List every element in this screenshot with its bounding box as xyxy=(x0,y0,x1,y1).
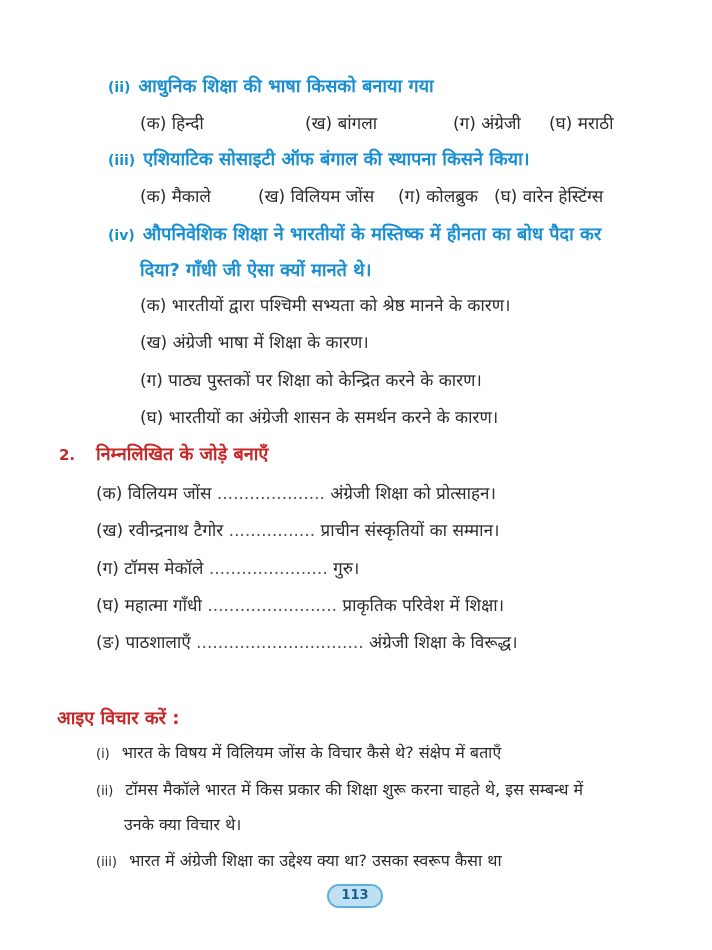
question-text: एशियाटिक सोसाइटी ऑफ बंगाल की स्थापना किसने किया। xyxy=(143,149,530,170)
option: (ग) अंग्रेजी xyxy=(453,114,521,134)
section-number: 2. xyxy=(59,446,76,464)
page-number-badge: 113 xyxy=(327,884,383,908)
option: (घ) भारतीयों का अंग्रेजी शासन के समर्थन करने के कारण। xyxy=(140,408,499,428)
match-right: प्राकृतिक परिवेश में शिक्षा। xyxy=(342,596,505,616)
match-right: अंग्रेजी शिक्षा को प्रोत्साहन। xyxy=(330,484,496,504)
match-right: प्राचीन संस्कृतियों का सम्मान। xyxy=(320,521,500,541)
option: (क) मैकाले xyxy=(140,187,211,207)
option: (ख) विलियम जोंस xyxy=(258,187,375,207)
option: (क) भारतीयों द्वारा पश्चिमी सभ्यता को श्रेष्ठ मानने के कारण। xyxy=(140,296,511,316)
question-text: टॉमस मैकॉले भारत में किस प्रकार की शिक्षा शुरू करना चाहते थे, इस सम्बन्ध में xyxy=(125,780,584,799)
question-number: (i) xyxy=(96,747,110,762)
match-left: (ङ) पाठशालाएँ xyxy=(96,633,191,653)
question-text: भारत में अंग्रेजी शिक्षा का उद्देश्य क्या था? उसका स्वरूप कैसा था xyxy=(128,851,502,870)
match-dots: ............................... xyxy=(196,633,364,653)
option: (ग) पाठ्य पुस्तकों पर शिक्षा को केन्द्रित करने के कारण। xyxy=(140,371,482,391)
think-question xyxy=(96,741,501,763)
question-iv xyxy=(108,222,601,246)
option: (ख) बांगला xyxy=(305,114,378,134)
match-row xyxy=(96,481,496,504)
match-left: (क) विलियम जोंस xyxy=(96,484,212,504)
question-iii xyxy=(108,147,530,171)
match-row xyxy=(96,593,504,616)
option: (घ) मराठी xyxy=(549,114,614,134)
match-right: गुरु। xyxy=(333,559,360,579)
option: (क) हिन्दी xyxy=(140,114,204,134)
match-left: (ख) रवीन्द्रनाथ टैगोर xyxy=(96,521,224,541)
match-right: अंग्रेजी शिक्षा के विरूद्ध। xyxy=(369,633,518,653)
option: (घ) वारेन हेस्टिंग्स xyxy=(494,187,604,207)
match-dots: ...................... xyxy=(208,559,328,579)
match-left: (घ) महात्मा गाँधी xyxy=(96,596,202,616)
match-dots: .................... xyxy=(216,484,325,504)
match-row xyxy=(96,556,359,579)
question-text-line2: दिया? गाँधी जी ऐसा क्यों मानते थे। xyxy=(140,260,372,281)
question-text: आधुनिक शिक्षा की भाषा किसको बनाया गया xyxy=(138,76,434,97)
question-number: (ii) xyxy=(108,80,131,96)
match-row xyxy=(96,630,518,653)
match-row xyxy=(96,518,499,541)
match-left: (ग) टॉमस मेकॉले xyxy=(96,559,204,579)
match-dots: ........................ xyxy=(207,596,338,616)
question-number: (iii) xyxy=(96,855,117,870)
think-question-line2: उनके क्या विचार थे। xyxy=(124,815,242,834)
think-question xyxy=(96,778,583,800)
option: (ग) कोलब्रुक xyxy=(398,187,478,207)
think-question xyxy=(96,849,502,871)
question-number: (ii) xyxy=(96,784,114,799)
question-ii xyxy=(108,74,434,98)
question-number: (iii) xyxy=(108,153,136,169)
think-section-title: आइए विचार करें : xyxy=(57,708,180,729)
question-text: औपनिवेशिक शिक्षा ने भारतीयों के मस्तिष्क में हीनता का बोध पैदा कर xyxy=(142,224,602,245)
match-dots: ................ xyxy=(228,521,316,541)
question-number: (iv) xyxy=(108,228,135,244)
question-text: भारत के विषय में विलियम जोंस के विचार कैसे थे? संक्षेप में बताएँ xyxy=(121,743,502,762)
option: (ख) अंग्रेजी भाषा में शिक्षा के कारण। xyxy=(140,333,369,353)
section-title: निम्नलिखित के जोड़े बनाएँ xyxy=(96,444,269,465)
